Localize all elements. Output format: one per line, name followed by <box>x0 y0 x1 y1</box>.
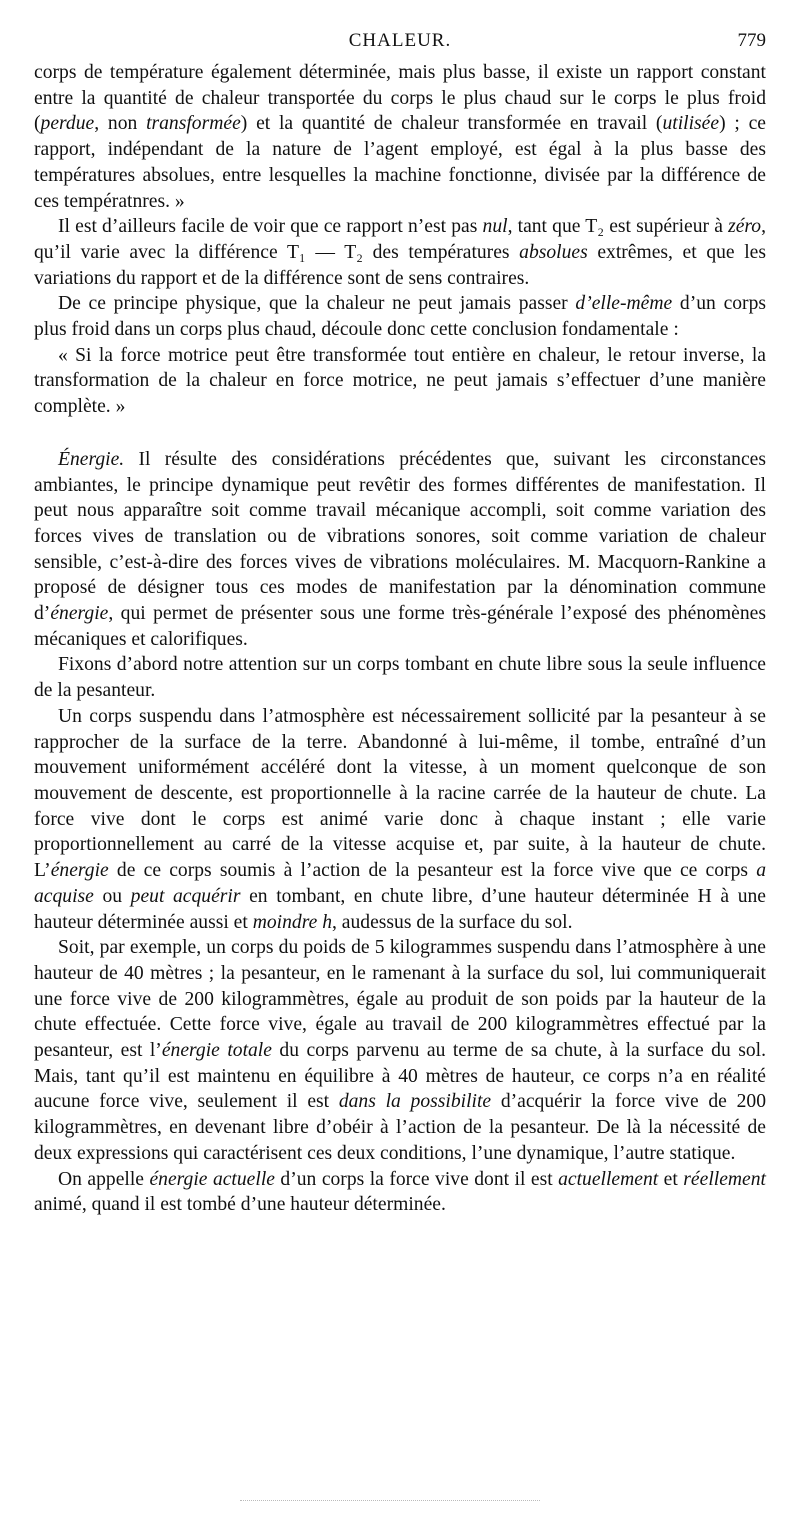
italic-text-run: énergie <box>50 603 109 625</box>
italic-text-run: Énergie. <box>58 448 125 470</box>
italic-text-run: peut acquérir <box>130 885 241 907</box>
paragraph-p6 <box>34 652 766 703</box>
paragraph-p4 <box>34 343 766 420</box>
paragraph-p3 <box>34 291 766 342</box>
bottom-print-specks <box>240 1500 540 1503</box>
text-run: extrêmes, et que les variations du rapport et de la différence sont de sens contraires. <box>34 241 766 289</box>
text-run: On appelle <box>58 1168 150 1190</box>
text-run: , audessus de la surface du sol. <box>332 911 573 933</box>
text-run: Fixons d’abord notre attention sur un corps tombant en chute libre sous la seule influence de la pesanteur. <box>34 654 766 702</box>
italic-text-run: absolues <box>519 241 588 263</box>
italic-text-run: réellement <box>683 1168 766 1190</box>
italic-text-run: énergie actuelle <box>149 1168 275 1190</box>
page-number: 779 <box>737 30 766 51</box>
italic-text-run: dans la possibilite <box>338 1091 492 1113</box>
text-run: du corps parvenu au terme de sa chute, à la surface du sol. Mais, tant qu’il est maintenu en équilibre à 40 mètres de hauteur, ce corps n’a en réalité aucune force vive, seulement il est <box>34 1040 766 1113</box>
text-run: Soit, par exemple, un corps du poids de 5 kilogrammes suspendu dans l’atmosphère à une hauteur de 40 mètres ; la pesanteur, en le ramenant à la surface du sol, lui communiquerait une force vive de 200 kilogrammètres, égale au produit de son poids par la hauteur de la chute effectuée. Cette force vive, égale au travail de 200 kilogrammètres effectué par la pesanteur, est l’ <box>34 937 766 1062</box>
paragraph-p7 <box>34 704 766 935</box>
text-run: , qui permet de présenter sous une forme très-générale l’exposé des phénomènes mécaniques et calorifiques. <box>34 603 766 650</box>
page-header <box>34 30 766 54</box>
paragraph-p9 <box>34 1167 766 1218</box>
text-run: , qu’il varie avec la différence T₁ — T₂ des températures <box>34 216 766 263</box>
italic-text-run: moindre h <box>252 911 332 933</box>
paragraph-p5 <box>34 447 766 653</box>
text-run: De ce principe physique, que la chaleur ne peut jamais passer <box>58 293 576 315</box>
text-run: , tant que T₂ est supérieur à <box>507 216 729 238</box>
italic-text-run: utilisée <box>662 113 720 135</box>
paragraph-p8 <box>34 935 766 1166</box>
text-run: Il est d’ailleurs facile de voir que ce rapport n’est pas <box>58 216 483 238</box>
italic-text-run: d’elle-même <box>575 293 673 315</box>
text-run: d’un corps plus froid dans un corps plus chaud, découle donc cette conclusion fondamentale : <box>34 293 767 341</box>
italic-text-run: actuellement <box>558 1168 659 1190</box>
text-run: d’un corps la force vive dont il est <box>274 1168 559 1190</box>
italic-text-run: perdue <box>40 113 95 135</box>
text-run: ou <box>93 885 131 907</box>
paragraph-p2 <box>34 214 766 291</box>
text-run: ) et la quantité de chaleur transformée en travail ( <box>240 113 663 135</box>
text-run: Un corps suspendu dans l’atmosphère est nécessairement sollicité par la pesanteur à se rapprocher de la surface de la terre. Abandonné à lui-même, il tombe, entraîné d’un mouvement uniformément accéléré dont la vitesse, à un moment quelconque de son mouvement de descente, est proportionnelle à la racine carrée de la hauteur de chute. La force vive dont le corps est animé varie donc à chaque instant ; elle varie proportionnellement au carré de la vitesse acquise et, par suite, à la hauteur de chute. L’ <box>34 705 766 882</box>
italic-text-run: énergie <box>50 860 109 882</box>
text-run: en tombant, en chute libre, d’une hauteur déterminée H à une hauteur déterminée aussi et <box>34 885 767 933</box>
text-run: ) ; ce rapport, indépendant de la nature de l’agent employé, est égal à la plus basse des températures absolues, entre lesquelles la machine fonctionne, divisée par la différence de ces températnres. » <box>34 113 766 212</box>
italic-text-run: a acquise <box>34 860 766 907</box>
italic-text-run: transformée <box>146 113 241 135</box>
text-run: Il résulte des considérations précédentes que, suivant les circonstances ambiantes, le principe dynamique peut revêtir des formes différentes de manifestation. Il peut nous apparaître soit comme travail mécanique accompli, soit comme variation des forces vives de translation ou de vibrations sonores, soit comme variation de chaleur sensible, c’est-à-dire des forces vives de vibrations moléculaires. M. Macquorn-Rankine a proposé de désigner tous ces modes de manifestation par la dénomination commune d’ <box>34 448 766 625</box>
text-run: corps de température également déterminée, mais plus basse, il existe un rapport constant entre la quantité de chaleur transportée du corps le plus chaud sur le corps le plus froid ( <box>34 62 766 135</box>
italic-text-run: nul <box>482 216 508 238</box>
text-run: « Si la force motrice peut être transformée tout entière en chaleur, le retour inverse, la transformation de la chaleur en force motrice, ne peut jamais s’effectuer d’une manière complète. » <box>34 344 766 418</box>
text-run: , non <box>94 113 147 135</box>
text-run: animé, quand il est tombé d’une hauteur déterminée. <box>34 1194 446 1216</box>
text-run: de ce corps soumis à l’action de la pesanteur est la force vive que ce corps <box>108 860 757 882</box>
text-run: d’acquérir la force vive de 200 kilogrammètres, en devenant libre d’obéir à l’action de la pesanteur. De là la nécessité de deux expressions qui caractérisent ces deux conditions, l’une dynamique, l’autre statique. <box>34 1091 766 1164</box>
running-title: CHALEUR. <box>348 30 452 51</box>
italic-text-run: zéro <box>728 216 762 238</box>
body-text <box>34 60 766 1218</box>
italic-text-run: énergie totale <box>161 1040 272 1062</box>
paragraph-p1 <box>34 60 766 214</box>
text-run: et <box>658 1168 684 1190</box>
